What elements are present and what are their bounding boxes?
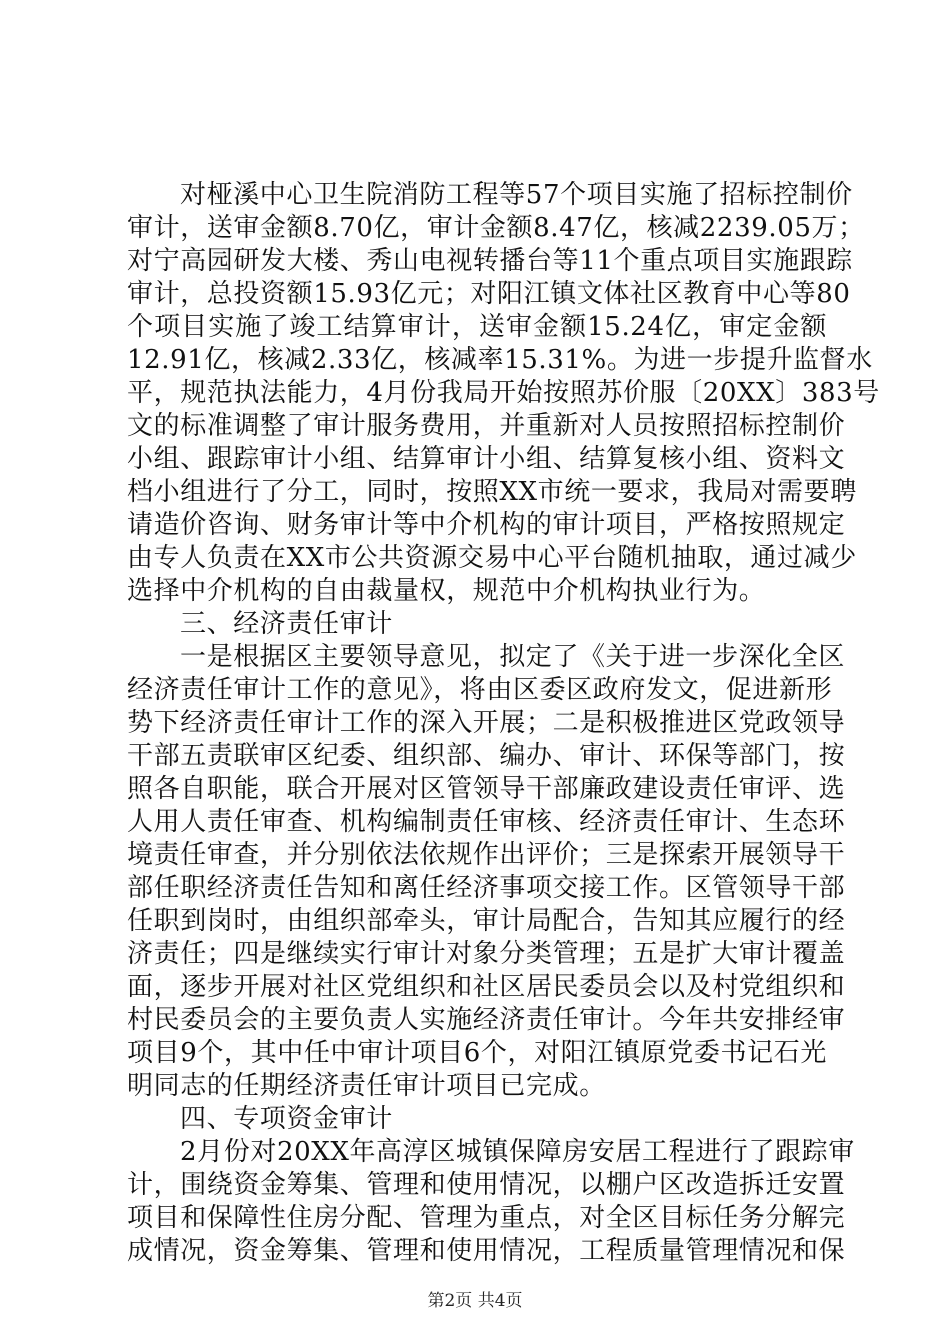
paragraph-line: 面，逐步开展对社区党组织和社区居民委员会以及村党组织和 xyxy=(127,972,846,1002)
section-heading: 四、专项资金审计 xyxy=(180,1104,393,1134)
paragraph-line: 成情况，资金筹集、管理和使用情况，工程质量管理情况和保 xyxy=(127,1236,846,1266)
paragraph-line: 一是根据区主要领导意见，拟定了《关于进一步深化全区 xyxy=(180,642,846,672)
paragraph-line: 文的标准调整了审计服务费用，并重新对人员按照招标控制价 xyxy=(127,411,846,441)
paragraph-line: 干部五责联审区纪委、组织部、编办、审计、环保等部门，按 xyxy=(127,741,846,771)
paragraph-line: 村民委员会的主要负责人实施经济责任审计。今年共安排经审 xyxy=(127,1005,846,1035)
paragraph-line: 经济责任审计工作的意见》，将由区委区政府发文，促进新形 xyxy=(127,675,833,705)
paragraph-line: 审计，送审金额8.70亿，审计金额8.47亿，核减2239.05万； xyxy=(127,213,865,243)
paragraph-line: 审计，总投资额15.93亿元；对阳江镇文体社区教育中心等80 xyxy=(127,279,851,309)
paragraph-line: 部任职经济责任告知和离任经济事项交接工作。区管领导干部 xyxy=(127,873,846,903)
paragraph-line: 2月份对20XX年高淳区城镇保障房安居工程进行了跟踪审 xyxy=(180,1137,855,1167)
paragraph-line: 小组、跟踪审计小组、结算审计小组、结算复核小组、资料文 xyxy=(127,444,846,474)
paragraph-line: 项目9个，其中任中审计项目6个，对阳江镇原党委书记石光 xyxy=(127,1038,827,1068)
paragraph-line: 由专人负责在XX市公共资源交易中心平台随机抽取，通过减少 xyxy=(127,543,857,573)
paragraph-line: 人用人责任审查、机构编制责任审核、经济责任审计、生态环 xyxy=(127,807,846,837)
paragraph-line: 12.91亿，核减2.33亿，核减率15.31%。为进一步提升监督水 xyxy=(127,345,873,375)
section-heading: 三、经济责任审计 xyxy=(180,609,393,639)
paragraph-line: 境责任审查，并分别依法依规作出评价；三是探索开展领导干 xyxy=(127,840,846,870)
paragraph-line: 个项目实施了竣工结算审计，送审金额15.24亿，审定金额 xyxy=(127,312,827,342)
paragraph-line: 照各自职能，联合开展对区管领导干部廉政建设责任审评、选 xyxy=(127,774,846,804)
paragraph-line: 对桠溪中心卫生院消防工程等57个项目实施了招标控制价 xyxy=(180,180,853,210)
paragraph-line: 明同志的任期经济责任审计项目已完成。 xyxy=(127,1071,606,1101)
paragraph-line: 选择中介机构的自由裁量权，规范中介机构执业行为。 xyxy=(127,576,766,606)
page-number-footer: 第2页 共4页 xyxy=(427,1291,523,1311)
paragraph-line: 请造价咨询、财务审计等中介机构的审计项目，严格按照规定 xyxy=(127,510,846,540)
paragraph-line: 平，规范执法能力，4月份我局开始按照苏价服〔20XX〕383号 xyxy=(127,378,880,408)
paragraph-line: 势下经济责任审计工作的深入开展；二是积极推进区党政领导 xyxy=(127,708,846,738)
paragraph-line: 项目和保障性住房分配、管理为重点，对全区目标任务分解完 xyxy=(127,1203,846,1233)
paragraph-line: 济责任；四是继续实行审计对象分类管理；五是扩大审计覆盖 xyxy=(127,939,846,969)
paragraph-line: 档小组进行了分工，同时，按照XX市统一要求，我局对需要聘 xyxy=(127,477,857,507)
paragraph-line: 任职到岗时，由组织部牵头，审计局配合，告知其应履行的经 xyxy=(127,906,846,936)
paragraph-line: 对宁高园研发大楼、秀山电视转播台等11个重点项目实施跟踪 xyxy=(127,246,853,276)
paragraph-line: 计，围绕资金筹集、管理和使用情况，以棚户区改造拆迁安置 xyxy=(127,1170,846,1200)
